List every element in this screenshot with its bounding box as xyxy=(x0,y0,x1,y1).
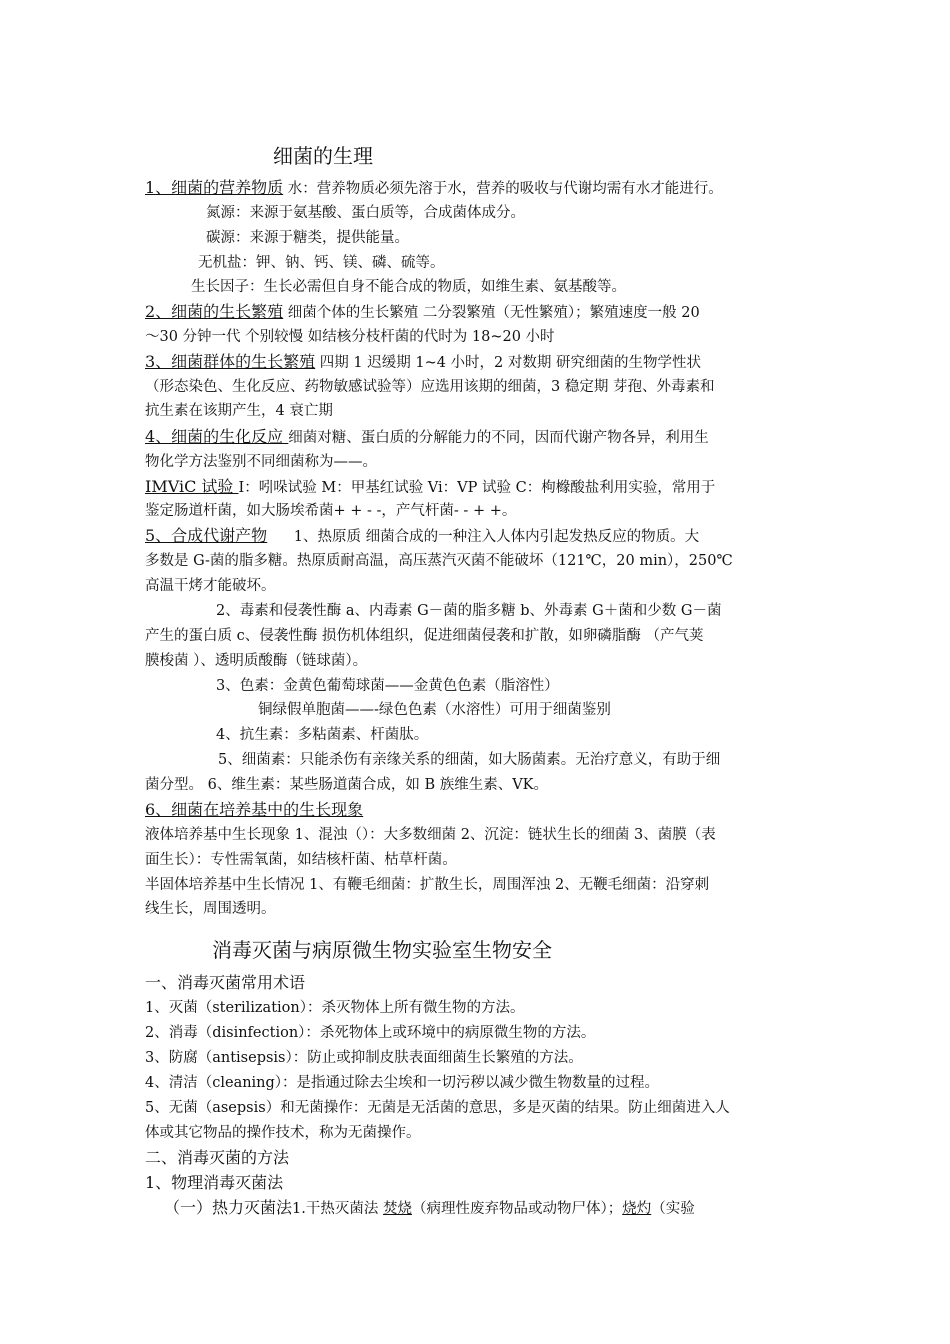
term-asepsis-2: 体或其它物品的操作技术，称为无菌操作。 xyxy=(145,1125,421,1141)
text-salt: 无机盐：钾、钠、钙、镁、磷、硫等。 xyxy=(198,255,445,271)
text-antibiotic: 4、抗生素：多粘菌素、杆菌肽。 xyxy=(216,727,429,743)
text-growth-2: ～30 分钟一代 个别较慢 如结核分枝杆菌的代时为 18~20 小时 xyxy=(145,329,555,345)
section-title-disinfection: 消毒灭菌与病原微生物实验室生物安全 xyxy=(212,938,552,962)
text-liquid-1: 液体培养基中生长现象 1、混浊（）：大多数细菌 2、沉淀：链状生长的细菌 3、菌膜（表 xyxy=(145,827,716,843)
page-title: 细菌的生理 xyxy=(273,144,373,168)
heading-culture: 6、细菌在培养基中的生长现象 xyxy=(145,800,364,819)
text-biochem-2: 物化学方法鉴别不同细菌称为——。 xyxy=(145,454,377,470)
text-toxin-3: 膜梭菌 ）、透明质酸酶（链球菌）。 xyxy=(145,653,368,669)
heading-terms: 一、消毒灭菌常用术语 xyxy=(145,973,306,992)
section-imvic xyxy=(145,477,715,498)
text-population-2: （形态染色、生化反应、药物敏感试验等）应选用该期的细菌，3 稳定期 芽孢、外毒素和 xyxy=(145,379,715,395)
term-sterilization: 1、灭菌（sterilization）：杀灭物体上所有微生物的方法。 xyxy=(145,1000,525,1016)
text-population-3: 抗生素在该期产生，4 衰亡期 xyxy=(145,403,333,419)
text-semisolid-2: 线生长，周围透明。 xyxy=(145,901,276,917)
section-nutrition xyxy=(145,178,723,199)
heading-heat: （一）热力灭菌法 xyxy=(164,1198,293,1217)
text-biochem-1: 细菌对糖、蛋白质的分解能力的不同，因而代谢产物各异，利用生 xyxy=(288,430,709,446)
text-toxin-1: 2、毒素和侵袭性酶 a、内毒素 G－菌的脂多糖 b、外毒素 G＋菌和少数 G－菌 xyxy=(216,603,722,619)
heading-nutrition: 1、细菌的营养物质 xyxy=(145,178,284,197)
term-cleaning: 4、清洁（cleaning）：是指通过除去尘埃和一切污秽以减少微生物数量的过程。 xyxy=(145,1075,660,1091)
text-carbon: 碳源：来源于糖类，提供能量。 xyxy=(206,230,409,246)
heading-growth: 2、细菌的生长繁殖 xyxy=(145,302,284,321)
section-culture xyxy=(145,800,363,821)
text-flaming-desc: （实验 xyxy=(651,1201,695,1217)
term-flaming: 烧灼 xyxy=(622,1201,652,1217)
line-heat-sterilization xyxy=(164,1198,695,1219)
term-antisepsis: 3、防腐（antisepsis）：防止或抑制皮肤表面细菌生长繁殖的方法。 xyxy=(145,1050,583,1066)
section-metabolites xyxy=(145,526,699,547)
heading-biochem: 4、细菌的生化反应 xyxy=(145,427,289,446)
text-semisolid-1: 半固体培养基中生长情况 1、有鞭毛细菌：扩散生长，周围浑浊 2、无鞭毛细菌：沿穿刺 xyxy=(145,877,710,893)
text-liquid-2: 面生长）：专性需氧菌，如结核杆菌、枯草杆菌。 xyxy=(145,852,457,868)
heading-physical: 1、物理消毒灭菌法 xyxy=(145,1173,284,1192)
section-growth xyxy=(145,302,700,323)
term-incineration: 焚烧 xyxy=(382,1201,412,1217)
text-bacteriocin-2: 菌分型。 6、维生素：某些肠道菌合成，如 B 族维生素、VK。 xyxy=(145,777,549,793)
text-water: 水：营养物质必须先溶于水，营养的吸收与代谢均需有水才能进行。 xyxy=(287,181,723,197)
section-population xyxy=(145,352,701,373)
text-pyrogen-3: 高温干烤才能破坏。 xyxy=(145,578,276,594)
term-disinfection: 2、消毒（disinfection）：杀死物体上或环境中的病原微生物的方法。 xyxy=(145,1025,596,1041)
heading-imvic: IMViC 试验 xyxy=(145,477,239,496)
heading-methods: 二、消毒灭菌的方法 xyxy=(145,1148,290,1167)
text-dry-heat: 1.干热灭菌法 xyxy=(292,1201,383,1217)
term-asepsis-1: 5、无菌（asepsis）和无菌操作：无菌是无活菌的意思，多是灭菌的结果。防止细菌进入人 xyxy=(145,1100,730,1116)
text-toxin-2: 产生的蛋白质 c、侵袭性酶 损伤机体组织，促进细菌侵袭和扩散，如卵磷脂酶 （产气荚 xyxy=(145,628,704,644)
text-bacteriocin-1: 5、细菌素：只能杀伤有亲缘关系的细菌，如大肠菌素。无治疗意义，有助于细 xyxy=(218,752,721,768)
heading-metabolites: 5、合成代谢产物 xyxy=(145,526,268,545)
text-imvic-1: I：吲哚试验 M：甲基红试验 Vi：VP 试验 C：枸橼酸盐利用实验，常用于 xyxy=(238,480,716,496)
section-biochem xyxy=(145,427,709,448)
text-pigment-1: 3、色素：金黄色葡萄球菌——金黄色色素（脂溶性） xyxy=(216,678,559,694)
text-pigment-2: 铜绿假单胞菌——-绿色色素（水溶性）可用于细菌鉴别 xyxy=(258,702,611,718)
text-pyrogen-2: 多数是 G-菌的脂多糖。热原质耐高温，高压蒸汽灭菌不能破坏（121℃，20 min），250℃ xyxy=(145,553,733,569)
text-pyrogen-1: 1、热原质 细菌合成的一种注入人体内引起发热反应的物质。大 xyxy=(293,529,700,545)
heading-population: 3、细菌群体的生长繁殖 xyxy=(145,352,316,371)
text-nitrogen: 氮源：来源于氨基酸、蛋白质等，合成菌体成分。 xyxy=(206,205,525,221)
text-population-1: 四期 1 迟缓期 1~4 小时，2 对数期 研究细菌的生物学性状 xyxy=(319,355,702,371)
text-incineration-desc: （病理性废弃物品或动物尸体）； xyxy=(411,1201,623,1217)
text-growth-1: 细菌个体的生长繁殖 二分裂繁殖（无性繁殖）；繁殖速度一般 20 xyxy=(287,305,700,321)
text-imvic-2: 鉴定肠道杆菌，如大肠埃希菌+ + - -，产气杆菌- - + +。 xyxy=(145,503,517,519)
text-growth-factor: 生长因子：生长必需但自身不能合成的物质，如维生素、氨基酸等。 xyxy=(191,279,626,295)
